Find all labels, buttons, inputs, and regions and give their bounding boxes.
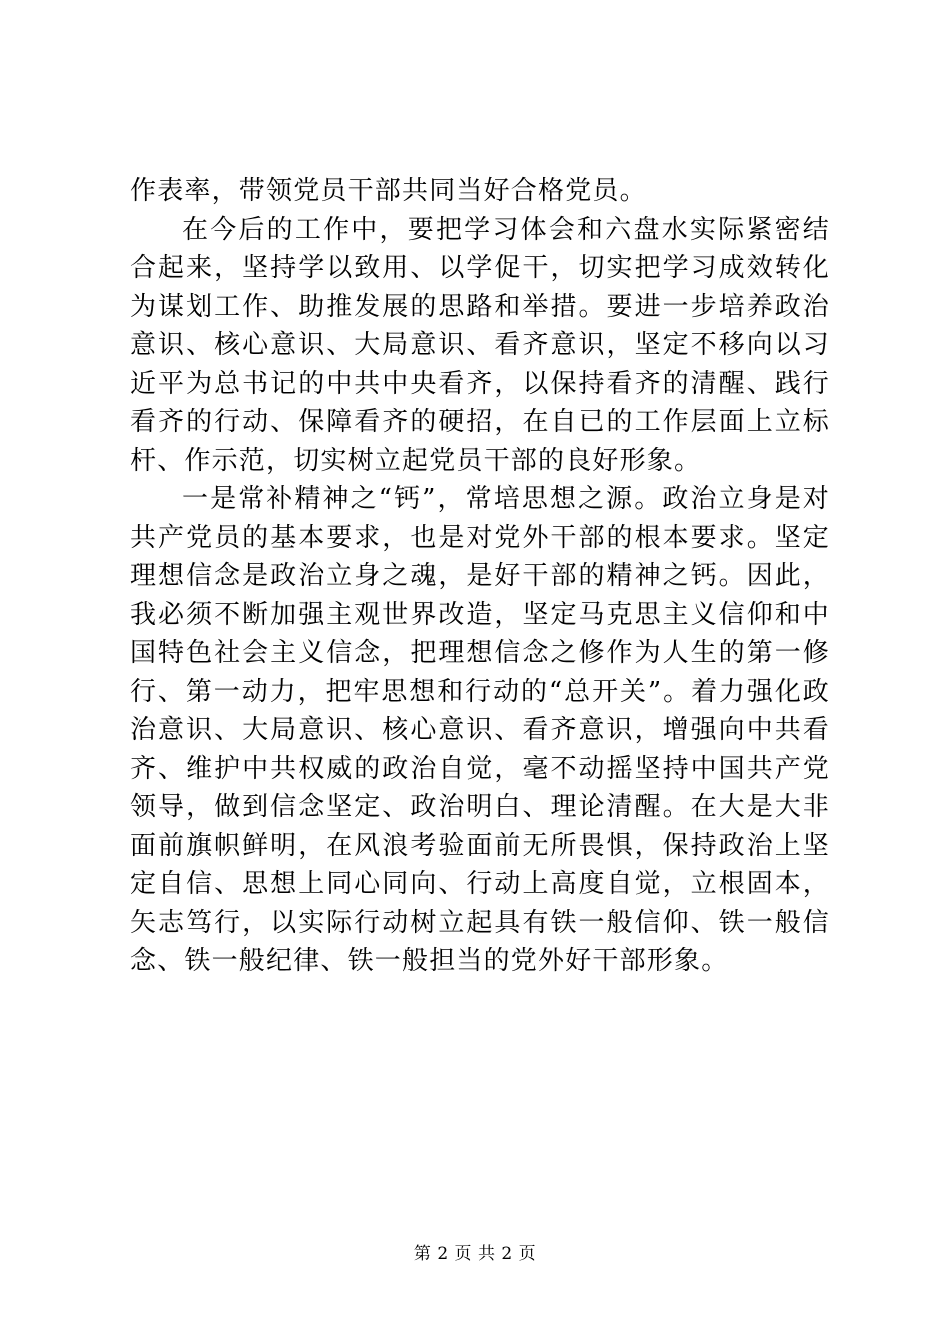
document-body: [130, 172, 830, 981]
paragraph-3: 一是常补精神之“钙”，常培思想之源。政治立身是对共产党员的基本要求，也是对党外干部的根本要求。坚定理想信念是政治立身之魂，是好干部的精神之钙。因此，我必须不断加强主观世界改造，坚定马克思主义信仰和中国特色社会主义信念，把理想信念之修作为人生的第一修行、第一动力，把牢思想和行动的“总开关”。着力强化政治意识、大局意识、核心意识、看齐意识，增强向中共看齐、维护中共权威的政治自觉，毫不动摇坚持中国共产党领导，做到信念坚定、政治明白、理论清醒。在大是大非面前旗帜鲜明，在风浪考验面前无所畏惧，保持政治上坚定自信、思想上同心同向、行动上高度自觉，立根固本，矢志笃行，以实际行动树立起具有铁一般信仰、铁一般信念、铁一般纪律、铁一般担当的党外好干部形象。: [130, 484, 830, 976]
paragraph-1: 作表率，带领党员干部共同当好合格党员。: [130, 176, 647, 206]
page-footer: 第 2 页 共 2 页: [413, 1244, 537, 1264]
paragraph-2: 在今后的工作中，要把学习体会和六盘水实际紧密结合起来，坚持学以致用、以学促干，切实把学习成效转化为谋划工作、助推发展的思路和举措。要进一步培养政治意识、核心意识、大局意识、看齐意识，坚定不移向以习近平为总书记的中共中央看齐，以保持看齐的清醒、践行看齐的行动、保障看齐的硬招，在自已的工作层面上立标杆、作示范，切实树立起党员干部的良好形象。: [130, 214, 830, 476]
